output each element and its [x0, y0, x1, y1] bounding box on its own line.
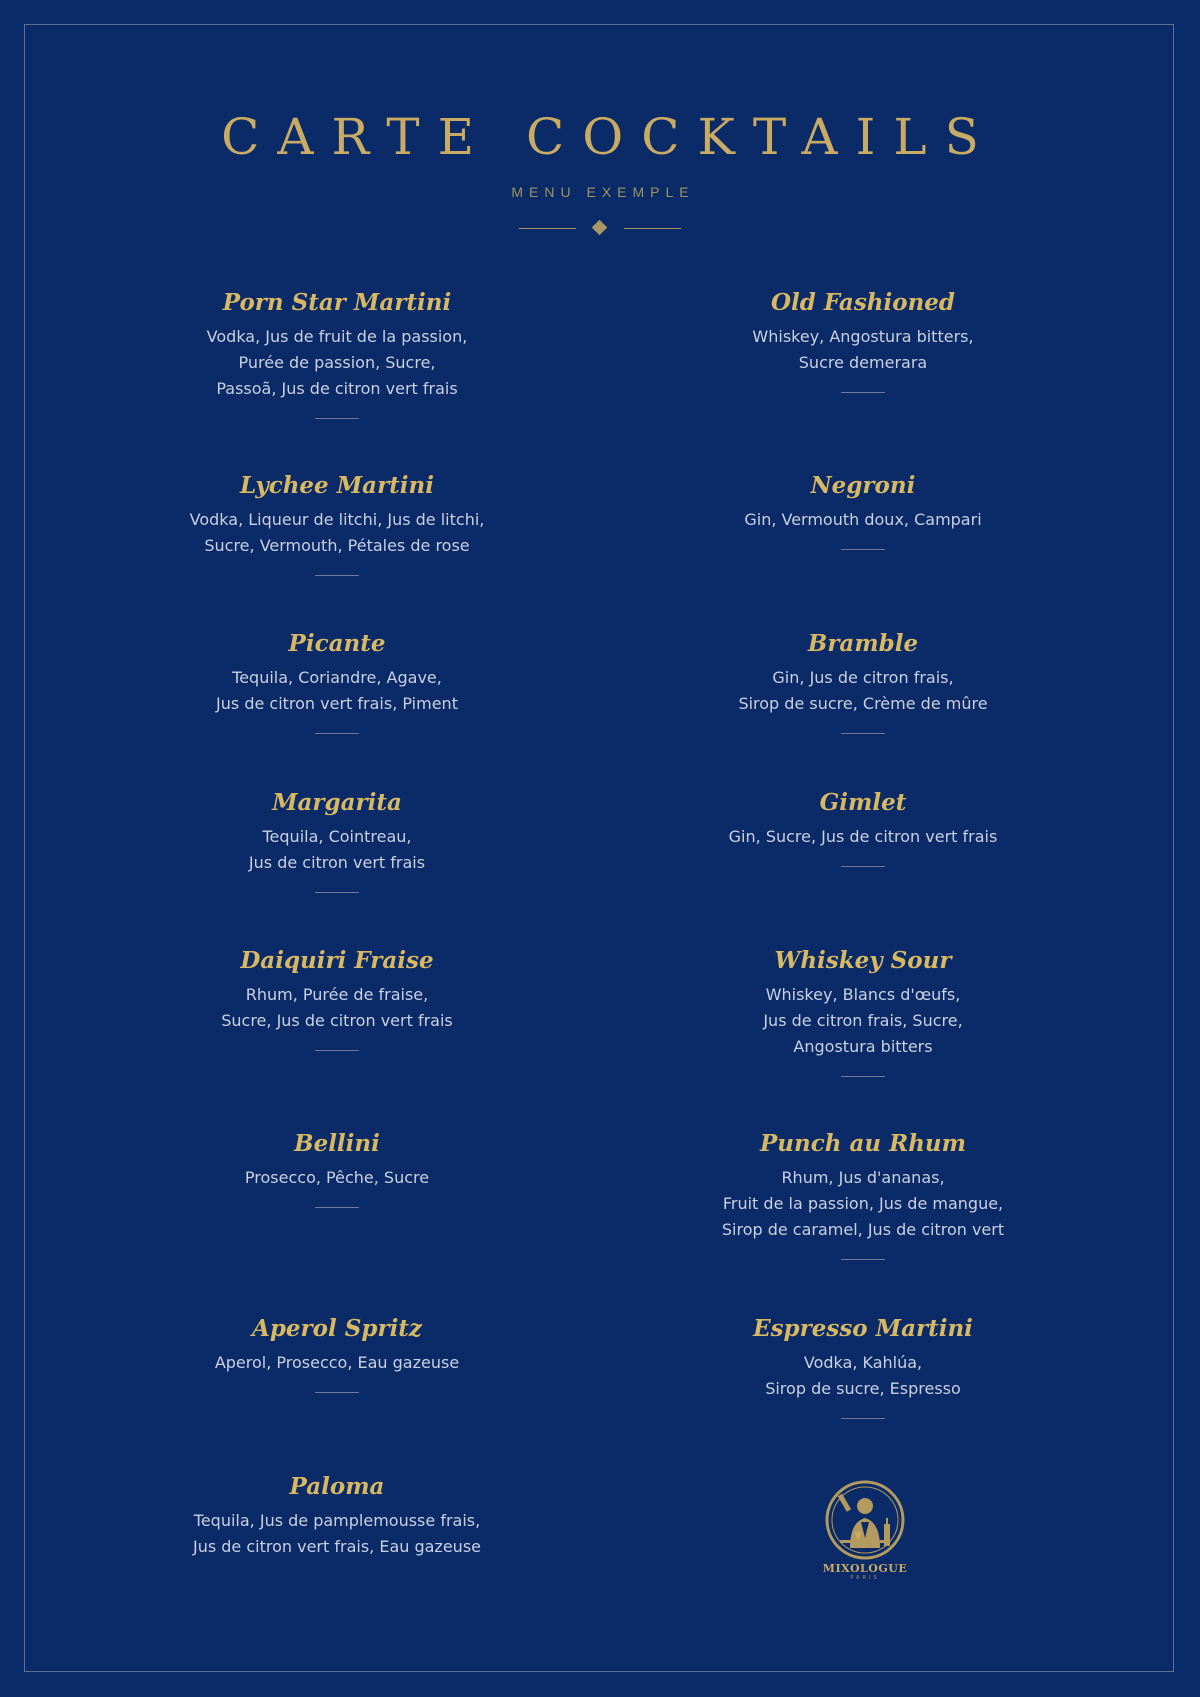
ingredient-line: Whiskey, Angostura bitters,: [752, 327, 974, 346]
ingredient-line: Passoã, Jus de citron vert frais: [216, 379, 458, 398]
cocktail-item: [643, 627, 1083, 734]
item-separator: [841, 1259, 885, 1260]
ingredient-line: Jus de citron vert frais, Piment: [216, 694, 458, 713]
ingredient-line: Gin, Vermouth doux, Campari: [744, 510, 982, 529]
cocktail-ingredients: [117, 1165, 557, 1191]
cocktail-ingredients: [643, 824, 1083, 850]
page-title: CARTE COCKTAILS: [221, 108, 997, 166]
cocktail-name: Daiquiri Fraise: [240, 947, 434, 974]
cocktail-item: [117, 944, 557, 1051]
ingredient-line: Purée de passion, Sucre,: [238, 353, 436, 372]
item-separator: [841, 1418, 885, 1419]
ingredient-line: Sirop de sucre, Crème de mûre: [738, 694, 988, 713]
cocktail-ingredients: [117, 507, 557, 559]
cocktail-ingredients: [643, 507, 1083, 533]
cocktail-ingredients: [117, 324, 557, 402]
diamond-icon: [592, 220, 608, 236]
bartender-logo-icon: [820, 1478, 910, 1564]
cocktail-ingredients: [643, 1165, 1083, 1243]
cocktail-name: Espresso Martini: [753, 1315, 973, 1342]
item-separator: [841, 1076, 885, 1077]
ingredient-line: Gin, Sucre, Jus de citron vert frais: [728, 827, 998, 846]
ornament-line-right: [624, 228, 681, 229]
ingredient-line: Sucre demerara: [798, 353, 928, 372]
logo-subtitle: PARIS: [850, 1575, 880, 1581]
item-separator: [841, 733, 885, 734]
cocktail-name: Bellini: [294, 1130, 380, 1157]
ornament-line-left: [519, 228, 576, 229]
cocktail-item: [117, 286, 557, 419]
ingredient-line: Jus de citron vert frais, Eau gazeuse: [192, 1537, 481, 1556]
cocktail-item: [643, 1127, 1083, 1260]
cocktail-item: [643, 286, 1083, 393]
cocktail-name: Old Fashioned: [770, 289, 956, 316]
ingredient-line: Sucre, Jus de citron vert frais: [221, 1011, 453, 1030]
item-separator: [315, 575, 359, 576]
mixologue-logo: [820, 1478, 910, 1582]
ingredient-line: Sirop de sucre, Espresso: [765, 1379, 961, 1398]
cocktail-item: [643, 786, 1083, 867]
cocktail-item: [117, 1127, 557, 1208]
item-separator: [315, 733, 359, 734]
cocktail-ingredients: [117, 1350, 557, 1376]
cocktail-item: [643, 1312, 1083, 1419]
cocktail-ingredients: [643, 982, 1083, 1060]
cocktail-ingredients: [117, 982, 557, 1034]
item-separator: [315, 1207, 359, 1208]
cocktail-name: Bramble: [807, 630, 919, 657]
cocktail-name: Lychee Martini: [239, 472, 435, 499]
cocktail-item: [117, 627, 557, 734]
ingredient-line: Gin, Jus de citron frais,: [772, 668, 954, 687]
cocktail-item: [117, 1312, 557, 1393]
item-separator: [841, 549, 885, 550]
cocktail-name: Whiskey Sour: [774, 947, 952, 974]
cocktail-ingredients: [643, 665, 1083, 717]
cocktail-name: Picante: [288, 630, 386, 657]
page-subtitle: MENU EXEMPLE: [511, 184, 695, 200]
ingredient-line: Tequila, Cointreau,: [262, 827, 412, 846]
ingredient-line: Angostura bitters: [793, 1037, 933, 1056]
ingredient-line: Sirop de caramel, Jus de citron vert: [721, 1220, 1005, 1239]
item-separator: [841, 392, 885, 393]
cocktail-item: [117, 1470, 557, 1560]
ingredient-line: Vodka, Liqueur de litchi, Jus de litchi,: [189, 510, 485, 529]
cocktail-name: Paloma: [289, 1473, 385, 1500]
ingredient-line: Sucre, Vermouth, Pétales de rose: [204, 536, 470, 555]
item-separator: [315, 892, 359, 893]
cocktail-ingredients: [117, 1508, 557, 1560]
ingredient-line: Aperol, Prosecco, Eau gazeuse: [214, 1353, 460, 1372]
cocktail-ingredients: [117, 665, 557, 717]
cocktail-ingredients: [117, 824, 557, 876]
cocktail-item: [117, 469, 557, 576]
ingredient-line: Fruit de la passion, Jus de mangue,: [722, 1194, 1004, 1213]
ingredient-line: Jus de citron frais, Sucre,: [763, 1011, 963, 1030]
cocktail-item: [117, 786, 557, 893]
title-ornament: [519, 219, 681, 239]
ingredient-line: Tequila, Jus de pamplemousse frais,: [193, 1511, 481, 1530]
item-separator: [315, 1392, 359, 1393]
ingredient-line: Prosecco, Pêche, Sucre: [244, 1168, 430, 1187]
item-separator: [315, 1050, 359, 1051]
cocktail-name: Aperol Spritz: [252, 1315, 422, 1342]
ingredient-line: Rhum, Purée de fraise,: [245, 985, 429, 1004]
cocktail-name: Gimlet: [819, 789, 907, 816]
ingredient-line: Vodka, Jus de fruit de la passion,: [206, 327, 468, 346]
cocktail-item: [643, 469, 1083, 550]
ingredient-line: Tequila, Coriandre, Agave,: [232, 668, 442, 687]
cocktail-name: Negroni: [810, 472, 916, 499]
cocktail-item: [643, 944, 1083, 1077]
cocktail-name: Punch au Rhum: [759, 1130, 966, 1157]
ingredient-line: Vodka, Kahlúa,: [803, 1353, 923, 1372]
cocktail-ingredients: [643, 1350, 1083, 1402]
item-separator: [315, 418, 359, 419]
cocktail-name: Margarita: [272, 789, 402, 816]
cocktail-name: Porn Star Martini: [222, 289, 452, 316]
ingredient-line: Jus de citron vert frais: [248, 853, 426, 872]
ingredient-line: Whiskey, Blancs d'œufs,: [765, 985, 961, 1004]
ingredient-line: Rhum, Jus d'ananas,: [781, 1168, 945, 1187]
cocktail-ingredients: [643, 324, 1083, 376]
item-separator: [841, 866, 885, 867]
logo-name: MIXOLOGUE: [822, 1562, 908, 1575]
